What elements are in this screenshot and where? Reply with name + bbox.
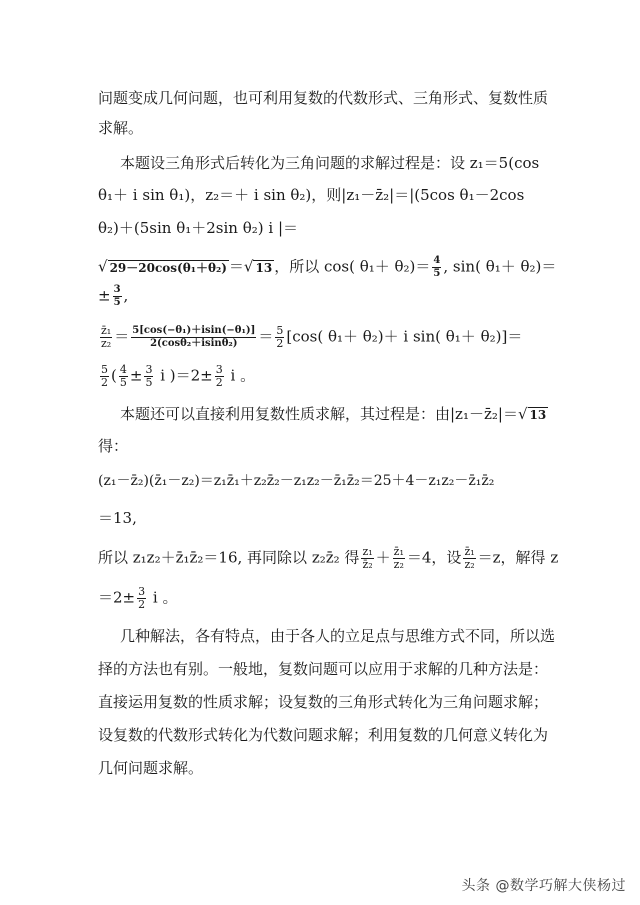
sqrt-13: 13 (255, 260, 273, 275)
text-segment: i )＝2± (155, 366, 213, 385)
text-segment: ± (98, 286, 111, 305)
text-segment: i 。 (148, 588, 178, 607)
fraction-3-2: $\frac{3}{2}$ (215, 363, 223, 389)
text-segment: 所以 z₁z₂＋z̄₁z̄₂＝16, 再同除以 z₂z̄₂ 得 (98, 548, 360, 567)
sqrt-sign: √ (517, 405, 528, 423)
text-segment: ( (111, 366, 117, 385)
fraction-z1bar-z2: $\frac{\text{z̄₁}}{\text{z₂}}$ (101, 324, 112, 350)
watermark: 头条 @数学巧解大侠杨过 (461, 878, 626, 894)
text-line-17: 择的方法也有别。一般地，复数问题可以应用于求解的几种方法是： (98, 660, 549, 678)
fraction-4-5-b: $\frac{4}{5}$ (119, 363, 127, 389)
text-segment: [cos( θ₁＋ θ₂)＋ i sin( θ₁＋ θ₂)]＝ (286, 327, 523, 346)
text-line-10 (120, 404, 550, 425)
text-line-2: 求解。 (98, 119, 144, 137)
text-line-19: 设复数的代数形式转化为代数问题求解；利用复数的几何意义转化为 (98, 726, 549, 744)
text-segment: ＋ (375, 548, 391, 567)
text-line-3: 本题设三角形式后转化为三角问题的求解过程是：设 z₁＝5(cos (120, 154, 540, 172)
fraction-3-5-b: $\frac{3}{5}$ (145, 363, 153, 389)
text-segment: ± (129, 366, 143, 385)
sqrt-sign: √ (98, 257, 108, 276)
fraction-5-2-b: $\frac{5}{2}$ (101, 363, 108, 389)
text-line-13: ＝13, (98, 509, 137, 527)
sqrt-sign: √ (243, 257, 254, 276)
fraction-z1bar-z2-b: $\frac{\text{z̄₁}}{\text{z₂}}$ (393, 545, 404, 571)
text-line-16: 几种解法，各有特点，由于各人的立足点与思维方式不同，所以选 (120, 627, 556, 645)
text-line-12: (z₁－z̄₂)(z̄₁－z₂)＝z₁z̄₁＋z₂z̄₂－z₁z₂－z̄₁z̄₂＝25＋4－z₁z₂－z̄₁z̄₂ (98, 473, 495, 489)
text-segment: ，所以 cos( θ₁＋ θ₂)＝ (274, 257, 431, 276)
text-line-18: 直接运用复数的性质求解；设复数的三角形式转化为三角问题求解； (98, 693, 549, 711)
text-line-1: 问题变成几何问题，也可利用复数的代数形式、三角形式、复数性质 (98, 89, 549, 107)
text-line-5: θ₂)＋(5sin θ₁＋2sin θ₂) i |＝ (98, 219, 299, 237)
sqrt-expression: 29－20cos(θ₁＋θ₂) (109, 260, 227, 275)
text-line-4: θ₁＋ i sin θ₁)，z₂＝＋ i sin θ₂)，则|z₁－z̄₂|＝|(5cos θ₁－2cos (98, 186, 525, 204)
fraction-3-5: $\frac{3}{5}$ (113, 284, 121, 308)
text-segment: , sin( θ₁＋ θ₂)＝ (443, 257, 557, 276)
fraction-big: $\frac{\text{5[cos(−θ₁)＋isin(−θ₁)]}}{\text{2(cosθ₂＋isinθ₂)}}$ (132, 325, 256, 349)
text-line-7 (98, 284, 550, 309)
text-segment: 本题还可以直接利用复数性质求解，其过程是：由|z₁－z̄₂|＝ (120, 405, 518, 423)
text-segment: ＝2± (98, 588, 136, 607)
text-line-14 (98, 545, 559, 571)
text-segment: , (123, 286, 129, 305)
fraction-4-5: $\frac{4}{5}$ (433, 255, 441, 279)
text-segment: ＝4，设 (406, 548, 462, 567)
text-line-9 (98, 364, 550, 389)
text-line-6: √ 29－20cos(θ₁＋θ₂) ＝√ 13 ，所以 cos( θ₁＋ θ₂)＝ $\frac{4}{5}$ , sin( θ₁＋ θ₂)＝ (98, 255, 557, 279)
text-line-11: 得： (98, 437, 129, 455)
fraction-5-2: $\frac{5}{2}$ (276, 324, 284, 350)
text-line-20: 几何问题求解。 (98, 759, 204, 777)
sqrt-13-b: 13 (529, 408, 547, 422)
text-segment: ＝z，解得 z (477, 548, 559, 567)
fraction-z1-z2: $\frac{\text{z₁}}{\text{z̄₂}}$ (362, 545, 373, 571)
text-segment: i 。 (225, 366, 256, 385)
text-line-15 (98, 586, 550, 611)
fraction-z1bar-z2-c: $\frac{\text{z̄₁}}{\text{z₂}}$ (464, 545, 475, 571)
fraction-3-2-b: $\frac{3}{2}$ (138, 585, 146, 611)
text-line-8: $\frac{\text{z̄₁}}{\text{z₂}}$ ＝ $\frac{\text{5[cos(−θ₁)＋isin(−θ₁)]}}{\text{2(cosθ₂＋isinθ₂)}}$ ＝ $\frac{5}{2}$ [cos( θ₁＋ θ₂)＋ i sin( θ₁＋ θ₂)]＝ (101, 324, 523, 350)
